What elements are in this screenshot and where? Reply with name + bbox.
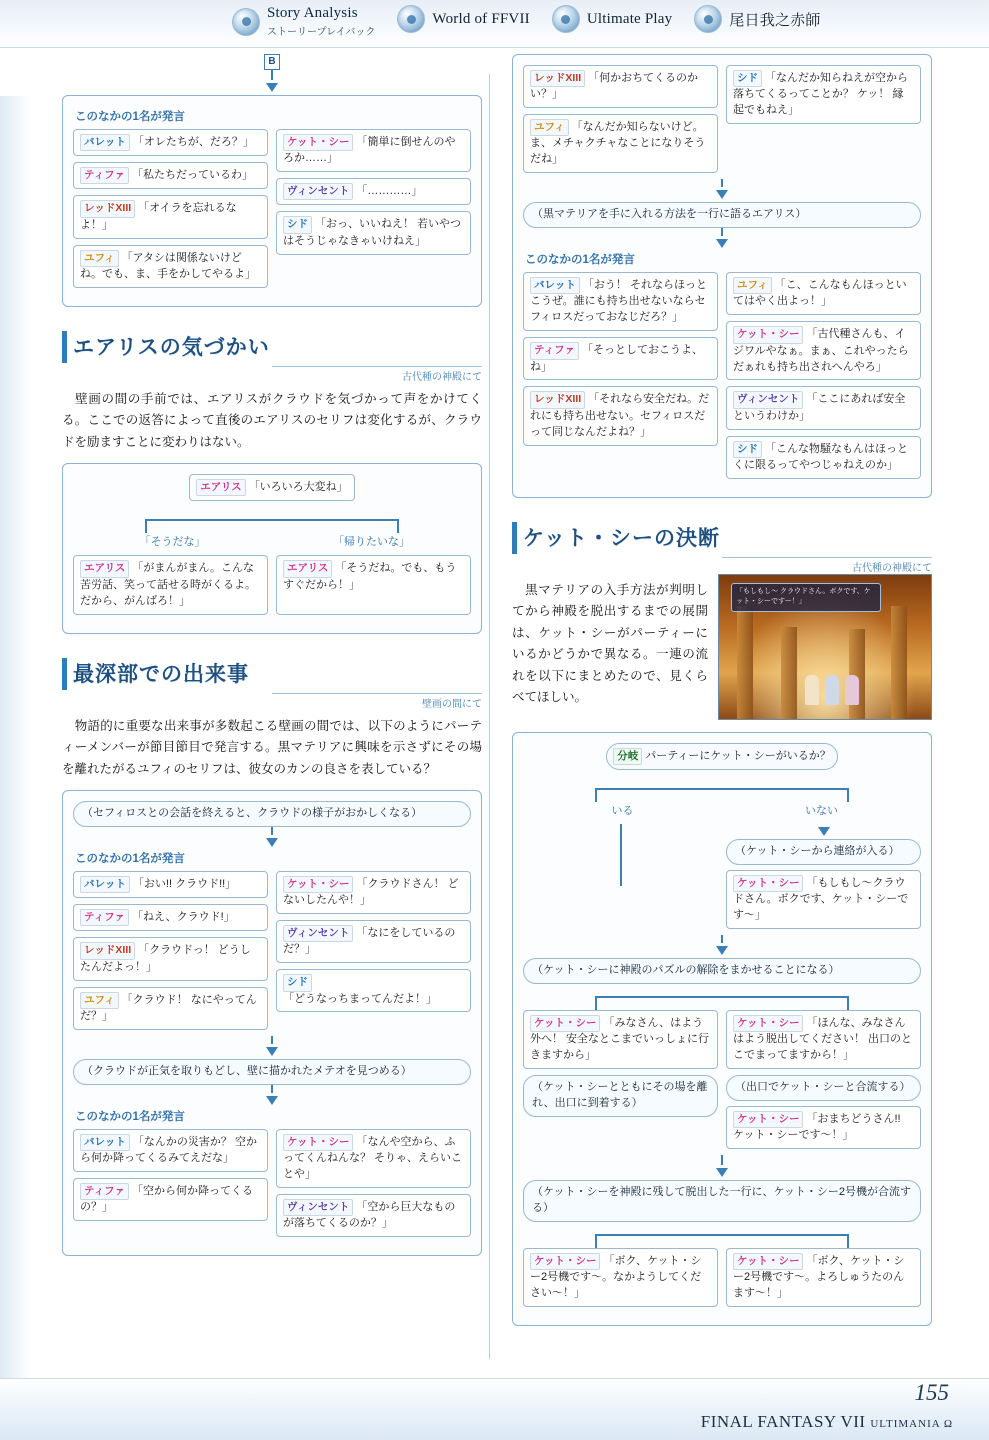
- brand-subtitle: ULTIMANIA Ω: [870, 1418, 953, 1430]
- narration-box: （ケット・シーとともにその場を離れ、出口に到着する）: [523, 1075, 718, 1117]
- flow-panel-aerith: [62, 463, 482, 633]
- section-cait-sith: [512, 522, 932, 1326]
- dialogue-line: [73, 162, 268, 189]
- speaker-name: ケット・シー: [530, 1253, 600, 1270]
- dialogue-text: 「ねえ、クラウド!」: [131, 911, 235, 924]
- speaker-name: ティファ: [80, 167, 129, 184]
- branch-question: [606, 743, 838, 770]
- tab-label: 尾日我之赤師: [729, 12, 821, 29]
- branch-path-with-cait: [523, 824, 718, 886]
- branch-question-text: パーティーにケット・シーがいるか？: [645, 749, 831, 762]
- tab-sublabel: ストーリープレイバック: [267, 27, 376, 38]
- dialogue-text: 「おう！ それならほっとこうぜ。誰にも持ち出せないならセフィロスだっておなじだろ？」: [530, 279, 707, 324]
- pick-one-label: このなかの1名が発言: [75, 853, 185, 865]
- dialogue-line: [523, 114, 718, 173]
- arrow-down-icon: [716, 1168, 728, 1177]
- dialogue-line: [523, 1010, 718, 1069]
- section-location-note: 古代種の神殿にて: [272, 366, 482, 383]
- speaker-name: シド: [283, 974, 312, 991]
- narration-box: （ケット・シーから連絡が入る）: [726, 839, 921, 865]
- tab-extra[interactable]: [694, 0, 820, 33]
- narration-box: （クラウドが正気を取りもどし、壁に描かれたメテオを見つめる）: [73, 1059, 471, 1085]
- dialogue-line: [73, 987, 268, 1030]
- dialogue-line: [523, 65, 718, 108]
- dialogue-line: [726, 65, 921, 124]
- speaker-name: ヴィンセント: [283, 925, 353, 942]
- dialogue-text: 「簡単に倒せんのやろか……」: [283, 136, 456, 165]
- branch-connector: [523, 984, 921, 1010]
- dialogue-text: 「なにをしているのだ？」: [283, 927, 456, 956]
- tab-label: World of FFVII: [432, 10, 530, 27]
- speaker-name: ケット・シー: [733, 1111, 803, 1128]
- dialogue-group-right: [276, 871, 471, 1036]
- section-location-note: 壁画の間にて: [272, 693, 482, 710]
- flow-panel-top: [62, 95, 482, 307]
- dialogue-group-left: [73, 871, 268, 1036]
- dialogue-text: 「アタシは関係ないけどね。でも、ま、手をかしてやるよ」: [80, 251, 256, 280]
- dialogue-text: 「私たちだっているわ」: [131, 169, 253, 182]
- body-text: 黒マテリアの入手方法が判明してから神殿を脱出するまでの展開は、ケット・シーがパーティーにいるかどうかで異なる。一連の流れを以下にまとめたので、見くらべてほしい。: [512, 582, 708, 705]
- speaker-name: ヴィンセント: [733, 391, 803, 408]
- dialogue-line: [73, 871, 268, 898]
- arrow-down-icon: [716, 239, 728, 248]
- dialogue-line: [726, 386, 921, 429]
- section-body-text: [62, 389, 482, 454]
- branch-path-with-cait: [523, 1010, 718, 1117]
- speaker-name: ユフィ: [80, 250, 119, 267]
- dialogue-text: 「空から巨大なものが落ちてくるのか？」: [283, 1200, 456, 1229]
- dialogue-line: [276, 1129, 471, 1188]
- tab-label: Story Analysis: [267, 5, 358, 21]
- speaker-name: ティファ: [530, 342, 579, 359]
- pick-one-label: このなかの1名が発言: [75, 1110, 185, 1123]
- narration-box: （黒マテリアを手に入れる方法を一行に語るエアリス）: [523, 202, 921, 228]
- dialogue-line: [276, 178, 471, 205]
- dialogue-text: 「ボク、ケット・シー2号機です～。なかようしてください～！」: [530, 1255, 702, 1300]
- speaker-name: ケット・シー: [733, 1253, 803, 1270]
- arrow-down-icon: [266, 1047, 278, 1056]
- dialogue-line: [276, 555, 471, 614]
- speaker-name: レッドXIII: [530, 70, 585, 87]
- speaker-name: レッドXIII: [80, 942, 135, 959]
- dialogue-text: 「それなら安全だね。だれにも持ち出せない。セフィロスだって同じなんだよね？」: [530, 393, 710, 438]
- speaker-name: ケット・シー: [733, 875, 803, 892]
- dialogue-text: 「いろいろ大変ね」: [248, 481, 348, 494]
- dialogue-text: 「どうなっちまってんだよ！」: [283, 992, 437, 1005]
- dialogue-text: 「クラウド！ なにやってんだ？」: [80, 993, 257, 1022]
- arrow-stem: [271, 70, 273, 80]
- dialogue-text: 「クラウドさん！ どないしたんや！」: [283, 878, 459, 907]
- dialogue-text: 「ここにあれば安全というわけか」: [733, 393, 906, 422]
- speaker-name: バレット: [80, 876, 130, 893]
- tab-world-of-ffvii[interactable]: [397, 0, 529, 33]
- speaker-name: バレット: [80, 1134, 130, 1151]
- dialogue-line: [189, 474, 354, 501]
- dialogue-line: [73, 904, 268, 931]
- column-divider: [489, 74, 490, 1359]
- arrow-down-icon: [716, 946, 728, 955]
- dialogue-text: 「なんかの災害か？ 空から何か降ってくるみてえだな」: [80, 1135, 257, 1164]
- dialogue-text: 「空から何か降ってくるの？」: [80, 1184, 253, 1214]
- dialogue-text: 「こんな物騒なもんはほっとくに限るってやつじゃねえのか」: [733, 442, 908, 471]
- dialogue-text: 「こ、こんなもんほっといてはやく出よっ！」: [733, 279, 907, 308]
- dialogue-line: [73, 937, 268, 980]
- dialogue-line: [523, 1248, 718, 1307]
- dialogue-line: [276, 129, 471, 172]
- dialogue-line: [276, 969, 471, 1012]
- branch-option: 「帰りたいな」: [333, 536, 410, 549]
- brand-logo: [701, 1412, 953, 1432]
- dialogue-text: 「なんや空から、ふってくんねんな？ そりゃ、えらいことや」: [283, 1135, 463, 1180]
- dialogue-line: [276, 920, 471, 963]
- speaker-name: ケット・シー: [283, 134, 353, 151]
- page-number: 155: [914, 1380, 949, 1405]
- dialogue-line: [726, 436, 921, 479]
- dialogue-text: 「おっ、いいねえ！ 若いやつはそうじゃなきゃいけねえ」: [283, 218, 462, 247]
- arrow-down-icon: [266, 838, 278, 847]
- speaker-name: レッドXIII: [530, 391, 585, 408]
- dialogue-line: [73, 555, 268, 614]
- speaker-name: ヴィンセント: [283, 183, 353, 200]
- dialogue-text: 「ほんな、みなさんはよう脱出してください！ 出口のとこでまってますから！」: [733, 1016, 913, 1062]
- screenshot-caption: 「もしもし～ クラウドさん。ボクです、ケット・シーですー！」: [731, 583, 881, 612]
- speaker-name: ケット・シー: [283, 1134, 353, 1151]
- orb-icon: [694, 5, 722, 33]
- speaker-name: エアリス: [283, 560, 332, 577]
- narration-box: （セフィロスとの会話を終えると、クラウドの様子がおかしくなる）: [73, 801, 471, 827]
- pick-one-label: このなかの1名が発言: [75, 111, 185, 123]
- branch-path-without-cait: [726, 824, 921, 935]
- arrow-down-icon: [818, 827, 830, 836]
- section-title: ケット・シーの決断: [512, 522, 932, 554]
- branch-options: [523, 802, 921, 818]
- arrow-down-icon: [266, 1096, 278, 1105]
- speaker-name: ケット・シー: [733, 1015, 803, 1032]
- dialogue-group-right: [726, 272, 921, 485]
- body-text: 物語的に重要な出来事が多数起こる壁画の間では、以下のようにパーティーメンバーが節目節目で発言する。黒マテリアに興味を示さずにその場を離れたがるユフィのセリフは、彼女のカンの良さを表している？: [62, 718, 482, 776]
- dialogue-text: 「がまんがまん。こんな苦労話、笑って話せる時がくるよ。だから、がんばろ！」: [80, 562, 256, 607]
- dialogue-line: [276, 1194, 471, 1237]
- tab-story-analysis[interactable]: [232, 0, 375, 38]
- dialogue-text: 「何かおちてくるのかい？」: [530, 72, 699, 101]
- branch-option: いない: [805, 804, 838, 817]
- dialogue-text: 「オイラを忘れるなよ！」: [80, 202, 237, 231]
- section-location-note: 古代種の神殿にて: [722, 557, 932, 574]
- dialogue-text: 「古代種さんも、イジワルやなぁ。まぁ、これやったらだぁれも持ち出されへんやろ」: [733, 328, 909, 373]
- dialogue-text: 「なんだか知らないけど。ま、メチャクチャなことになりそうだね」: [530, 121, 706, 166]
- dialogue-line: [276, 211, 471, 254]
- speaker-name: ケット・シー: [530, 1015, 600, 1032]
- header-tabs: [232, 0, 932, 42]
- tab-ultimate-play[interactable]: [552, 0, 673, 33]
- branch-tag: 分岐: [613, 748, 642, 765]
- speaker-name: バレット: [80, 134, 130, 151]
- dialogue-text: 「なんだか知らねえが空から落ちてくるってことか？ ケッ！ 縁起でもねえ」: [733, 72, 908, 117]
- dialogue-line: [73, 245, 268, 288]
- dialogue-text: 「ボク、ケット・シー2号機です～。よろしゅうたのんます～！」: [733, 1255, 905, 1300]
- dialogue-text: 「クラウドっ！ どうしたんだよっ！」: [80, 944, 251, 973]
- dialogue-group-left: [73, 129, 268, 294]
- dialogue-text: 「そうだね。でも、もうすぐだから！」: [283, 562, 457, 591]
- section-deepest: [62, 658, 482, 1256]
- speaker-name: シド: [283, 216, 312, 233]
- tab-label: Ultimate Play: [586, 10, 673, 27]
- speaker-name: シド: [733, 441, 762, 458]
- branch-connector: [523, 776, 921, 802]
- branch-option: 「そうだな」: [139, 536, 206, 549]
- dialogue-line: [73, 1129, 268, 1172]
- dialogue-line: [726, 870, 921, 929]
- speaker-name: ケット・シー: [733, 326, 803, 343]
- speaker-name: ケット・シー: [283, 876, 353, 893]
- speaker-name: エアリス: [196, 479, 245, 496]
- dialogue-line: [73, 1178, 268, 1221]
- speaker-name: エアリス: [80, 560, 129, 577]
- right-column: [512, 48, 932, 1330]
- left-column: [62, 48, 482, 1260]
- flow-panel-deepest: [62, 790, 482, 1256]
- game-screenshot: [718, 574, 932, 720]
- section-aerith: [62, 331, 482, 634]
- section-body-text: [62, 716, 482, 781]
- dialogue-text: 「そっとしておこうよ、ね」: [530, 344, 703, 373]
- dialogue-line: [523, 337, 718, 380]
- branch-tag-b: B: [264, 54, 280, 70]
- speaker-name: ユフィ: [530, 119, 569, 136]
- orb-icon: [232, 8, 260, 36]
- brand-title: FINAL FANTASY VII: [700, 1412, 866, 1431]
- branch-path-without-cait: [726, 1010, 921, 1155]
- dialogue-text: 「おまちどうさん!! ケット・シーです～！」: [733, 1112, 901, 1142]
- dialogue-group-right: [276, 1129, 471, 1243]
- arrow-down-icon: [716, 190, 728, 199]
- dialogue-line: [73, 195, 268, 238]
- dialogue-group-left: [523, 272, 718, 485]
- dialogue-line: [726, 321, 921, 380]
- speaker-name: シド: [733, 70, 762, 87]
- top-header-bar: [0, 0, 989, 48]
- dialogue-line: [523, 386, 718, 445]
- flow-panel-cait: [512, 732, 932, 1326]
- arrow-down-icon: [266, 83, 278, 92]
- dialogue-text: 「オレたちが、だろ？」: [132, 136, 254, 148]
- flow-entry-marker: [62, 54, 482, 92]
- narration-box: （ケット・シーに神殿のパズルの解除をまかせることになる）: [523, 958, 921, 984]
- dialogue-text: 「もしもし～クラウドさん。ボクです、ケット・シーです～」: [733, 876, 909, 922]
- dialogue-text: 「おい!! クラウド!!」: [132, 878, 237, 890]
- branch-connector: [73, 507, 471, 533]
- speaker-name: バレット: [530, 277, 580, 294]
- dialogue-text: 「みなさん、はよう外へ！ 安全なとこまでいっしょに行きますから」: [530, 1016, 710, 1062]
- dialogue-line: [276, 871, 471, 914]
- body-text: 壁画の間の手前では、エアリスがクラウドを気づかって声をかけてくる。ここでの返答によって直後のエアリスのセリフは変化するが、クラウドを励ますことに変わりはない。: [62, 391, 482, 449]
- dialogue-line: [726, 272, 921, 315]
- dialogue-line: [726, 1248, 921, 1307]
- dialogue-group-left: [73, 1129, 268, 1243]
- speaker-name: ティファ: [80, 909, 129, 926]
- dialogue-group-right: [726, 65, 921, 179]
- section-title: 最深部での出来事: [62, 658, 482, 690]
- dialogue-line: [73, 129, 268, 156]
- speaker-name: ヴィンセント: [283, 1199, 353, 1216]
- path-spacer: [523, 824, 718, 886]
- speaker-name: ティファ: [80, 1183, 129, 1200]
- dialogue-line: [523, 272, 718, 331]
- narration-box: （ケット・シーを神殿に残して脱出した一行に、ケット・シー2号機が合流する）: [523, 1180, 921, 1222]
- narration-box: （出口でケット・シーと合流する）: [726, 1075, 921, 1101]
- flow-panel-right-top: [512, 54, 932, 498]
- page-content: [0, 48, 989, 1378]
- dialogue-group-left: [523, 65, 718, 179]
- pick-one-label: このなかの1名が発言: [525, 254, 635, 267]
- branch-options: [73, 533, 471, 549]
- orb-icon: [552, 5, 580, 33]
- page-footer: [0, 1378, 989, 1440]
- dialogue-text: 「…………」: [356, 185, 423, 198]
- dialogue-line: [726, 1106, 921, 1149]
- branch-option: いる: [611, 804, 634, 817]
- page-left-edge: [0, 96, 30, 1426]
- orb-icon: [397, 5, 425, 33]
- speaker-name: ユフィ: [80, 992, 119, 1009]
- section-title: エアリスの気づかい: [62, 331, 482, 363]
- speaker-name: ユフィ: [733, 277, 772, 294]
- speaker-name: レッドXIII: [80, 200, 135, 217]
- dialogue-line: [726, 1010, 921, 1069]
- dialogue-group-right: [276, 129, 471, 294]
- branch-connector: [523, 1222, 921, 1248]
